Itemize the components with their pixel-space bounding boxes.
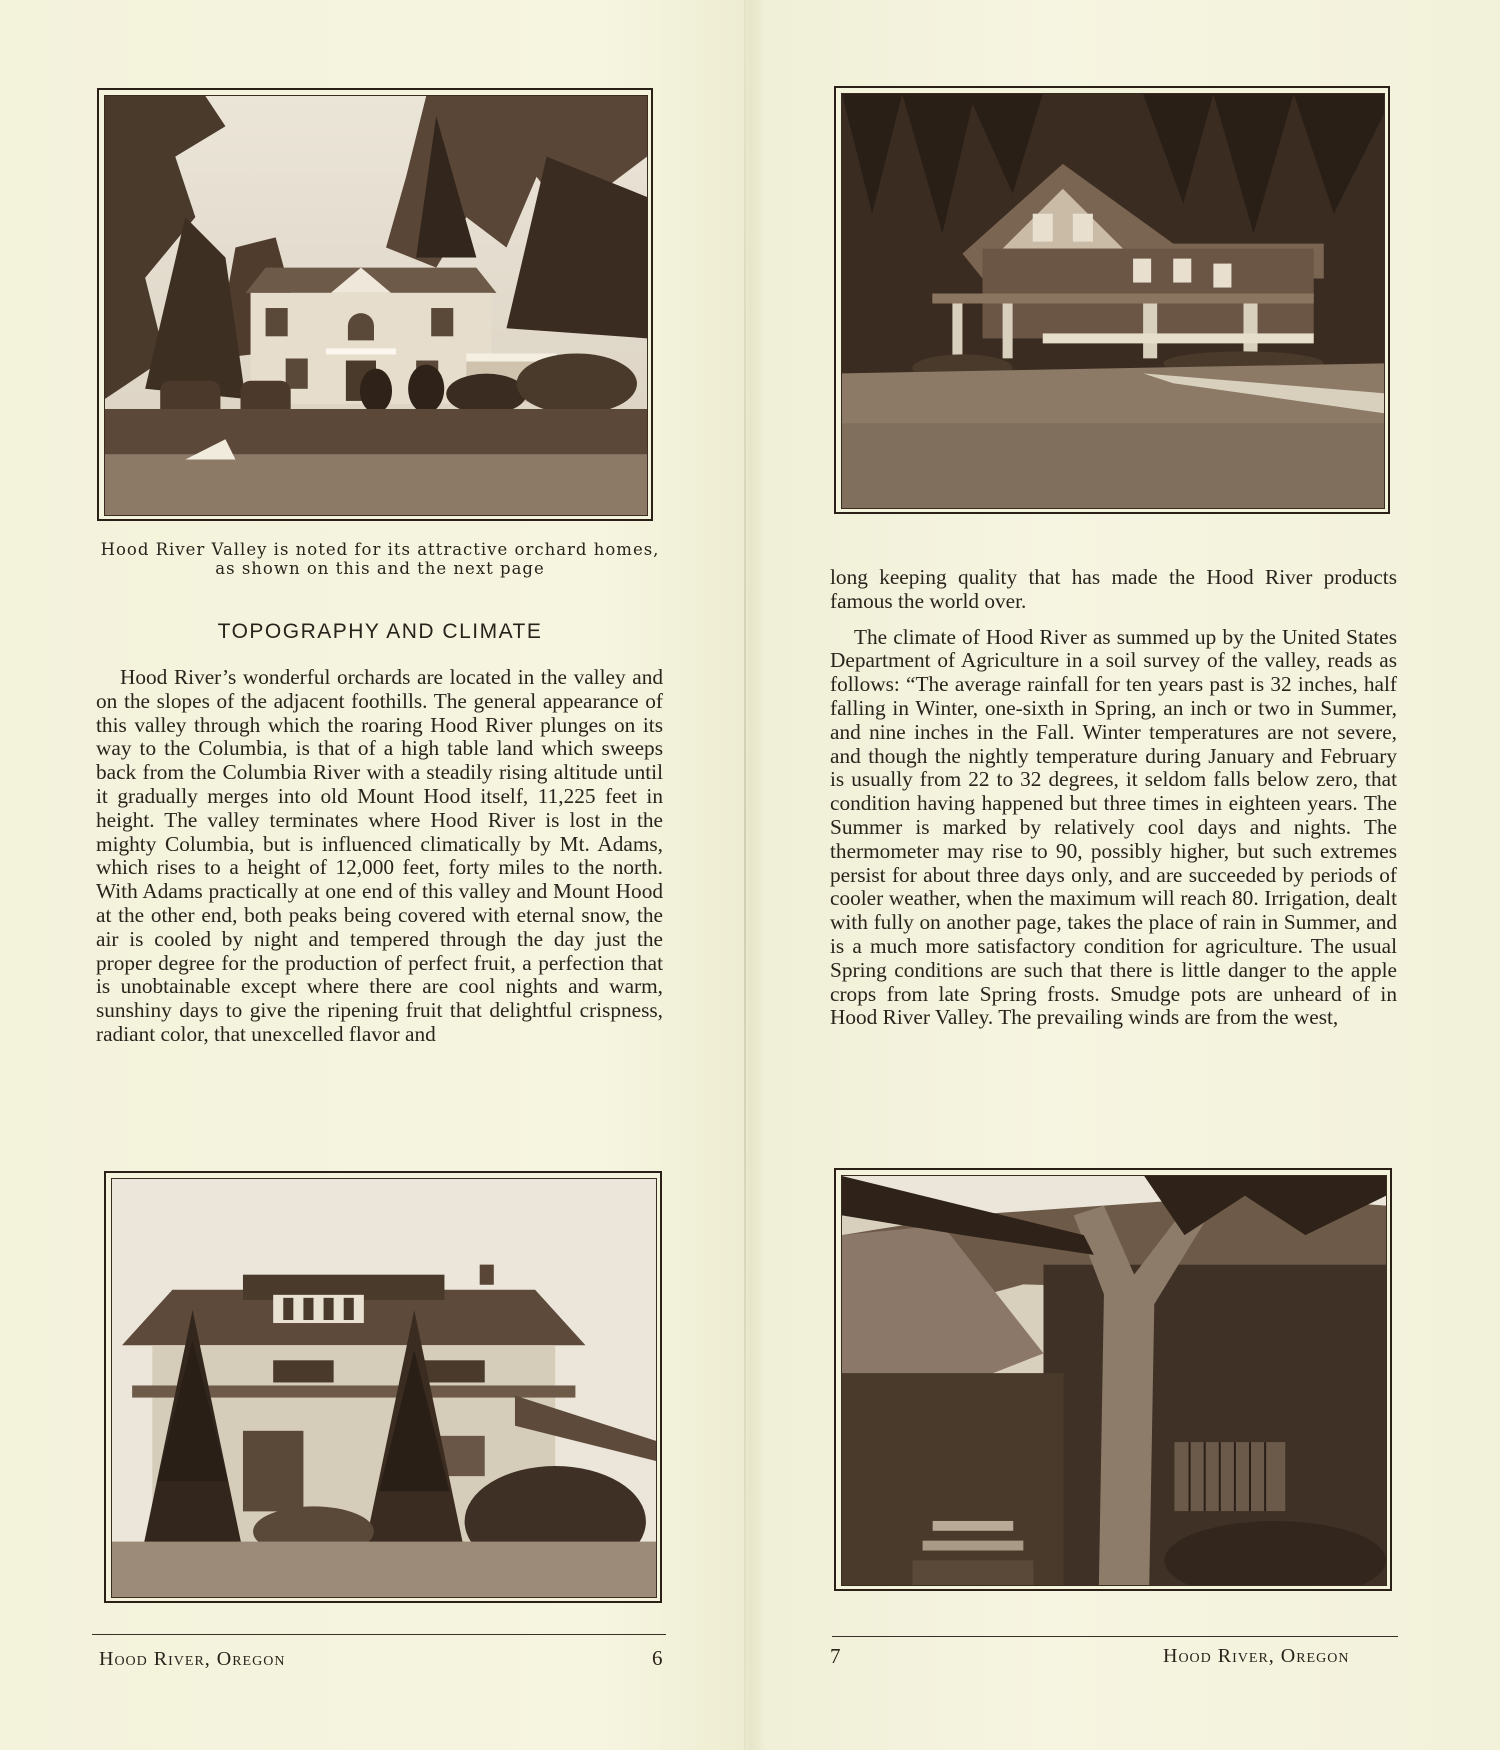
- left-footer-rule: [92, 1634, 666, 1635]
- page-fold: [744, 0, 746, 1750]
- section-heading: TOPOGRAPHY AND CLIMATE: [217, 620, 543, 643]
- left-body-text: [96, 666, 663, 1047]
- photo-caption: Hood River Valley is noted for its attractive orchard homes, as shown on this and the next page: [100, 540, 660, 578]
- right-footer-title: Hood River, Oregon: [1163, 1645, 1350, 1667]
- paragraph-keeping-quality: long keeping quality that has made the Hood River products famous the world over.: [830, 565, 1397, 613]
- photo-ivy-covered-home: [834, 1168, 1392, 1591]
- photo-orchard-home-craftsman: [834, 86, 1390, 514]
- photo-orchard-home-bungalow: [104, 1171, 662, 1603]
- right-page-number: 7: [830, 1644, 841, 1668]
- right-body-text: [830, 566, 1397, 1030]
- right-footer-rule: [832, 1636, 1398, 1637]
- left-footer-title: Hood River, Oregon: [99, 1648, 286, 1670]
- photo-orchard-home-colonial: [97, 88, 653, 521]
- left-page-number: 6: [652, 1646, 663, 1670]
- paragraph-climate: The climate of Hood River as summed up by the United States Department of Agriculture in a soil survey of the valley, reads as follows: “The average rainfall for ten years past is 32 inches, half falling in Winter, one-sixth in Spring, an inch or two in Summer, and nine inches in the Fall. Winter temperatures are not severe, and though the nightly temperature during January and February is usually from 22 to 32 degrees, it seldom falls below zero, that condition having happened but three times in eighteen years. The Summer is marked by relatively cool days and nights. The thermometer may rise to 90, possibly higher, but such extremes persist for about three days only, and are succeeded by periods of cooler weather, when the maximum will reach 80. Irrigation, dealt with fully on another page, takes the place of rain in Summer, and is a much more satisfactory condition for agriculture. The usual Spring conditions are such that there is little danger to the apple crops from late Spring frosts. Smudge pots are unheard of in Hood River Valley. The prevailing winds are from the west,: [830, 624, 1397, 1030]
- paragraph-topography: Hood River’s wonderful orchards are located in the valley and on the slopes of the adjacent foothills. The general appearance of this valley through which the roaring Hood River plunges on its way to the Columbia, is that of a high table land which sweeps back from the Columbia River with a steadily rising altitude until it gradually merges into old Mount Hood itself, 11,225 feet in height. The valley terminates where Hood River is lost in the mighty Columbia, but is influenced climatically by Mt. Adams, which rises to a height of 12,000 feet, forty miles to the north. With Adams practically at one end of this valley and Mount Hood at the other end, both peaks being covered with eternal snow, the air is cooled by night and tempered through the day just the proper degree for the production of perfect fruit, a perfection that is unobtainable except where there are cool nights and warm, sunshiny days to give the ripening fruit that delightful crispness, radiant color, that unexcelled flavor and: [96, 665, 663, 1046]
